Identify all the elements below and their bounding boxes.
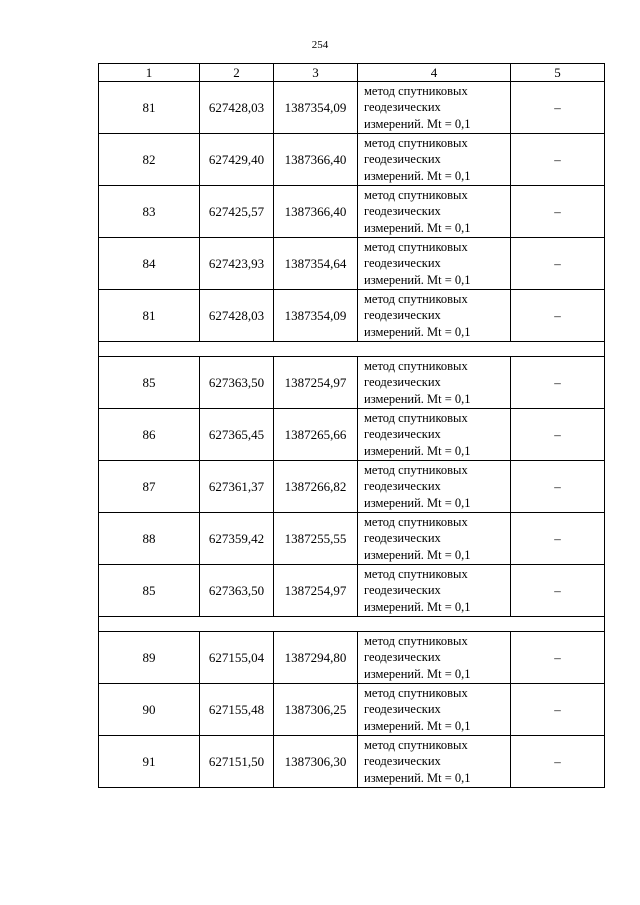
y-coordinate-cell: 1387255,55 (274, 513, 358, 565)
x-coordinate-cell: 627428,03 (200, 290, 274, 342)
table-row (99, 684, 605, 736)
method-cell (358, 632, 511, 684)
method-line: метод спутниковых (364, 410, 468, 425)
y-coordinate-cell: 1387265,66 (274, 409, 358, 461)
point-number-cell: 83 (99, 186, 200, 238)
method-line: метод спутниковых (364, 239, 468, 254)
point-number-cell: 84 (99, 238, 200, 290)
method-line: геодезических (364, 754, 441, 769)
column-header: 5 (511, 64, 605, 82)
y-coordinate-cell: 1387254,97 (274, 565, 358, 617)
method-line: измерений. Mt = 0,1 (364, 495, 471, 510)
y-coordinate-cell: 1387366,40 (274, 186, 358, 238)
x-coordinate-cell: 627423,93 (200, 238, 274, 290)
header-row (99, 64, 605, 82)
method-line: метод спутниковых (364, 685, 468, 700)
x-coordinate-cell: 627155,04 (200, 632, 274, 684)
method-line: геодезических (364, 100, 441, 115)
method-cell (358, 82, 511, 134)
table-row (99, 186, 605, 238)
point-number-cell: 82 (99, 134, 200, 186)
x-coordinate-cell: 627361,37 (200, 461, 274, 513)
table-row (99, 632, 605, 684)
y-coordinate-cell: 1387294,80 (274, 632, 358, 684)
x-coordinate-cell: 627363,50 (200, 565, 274, 617)
page-number: 254 (311, 39, 329, 51)
column-header: 2 (200, 64, 274, 82)
x-coordinate-cell: 627428,03 (200, 82, 274, 134)
method-line: геодезических (364, 583, 441, 598)
method-cell (358, 186, 511, 238)
x-coordinate-cell: 627429,40 (200, 134, 274, 186)
group-separator-row (99, 342, 605, 357)
method-line: измерений. Mt = 0,1 (364, 443, 471, 458)
note-cell: – (511, 461, 605, 513)
note-cell: – (511, 736, 605, 788)
y-coordinate-cell: 1387306,25 (274, 684, 358, 736)
note-cell: – (511, 134, 605, 186)
y-coordinate-cell: 1387254,97 (274, 357, 358, 409)
table-row (99, 513, 605, 565)
point-number-cell: 91 (99, 736, 200, 788)
x-coordinate-cell: 627155,48 (200, 684, 274, 736)
point-number-cell: 81 (99, 290, 200, 342)
x-coordinate-cell: 627365,45 (200, 409, 274, 461)
method-line: измерений. Mt = 0,1 (364, 220, 471, 235)
y-coordinate-cell: 1387354,09 (274, 82, 358, 134)
method-line: измерений. Mt = 0,1 (364, 324, 471, 339)
method-line: измерений. Mt = 0,1 (364, 666, 471, 681)
x-coordinate-cell: 627425,57 (200, 186, 274, 238)
method-line: геодезических (364, 152, 441, 167)
note-cell: – (511, 632, 605, 684)
method-cell (358, 357, 511, 409)
point-number-cell: 81 (99, 82, 200, 134)
method-cell (358, 461, 511, 513)
table-row (99, 409, 605, 461)
method-line: измерений. Mt = 0,1 (364, 116, 471, 131)
x-coordinate-cell: 627363,50 (200, 357, 274, 409)
y-coordinate-cell: 1387354,09 (274, 290, 358, 342)
separator-cell (99, 342, 605, 357)
method-line: метод спутниковых (364, 291, 468, 306)
method-cell (358, 684, 511, 736)
y-coordinate-cell: 1387366,40 (274, 134, 358, 186)
note-cell: – (511, 565, 605, 617)
point-number-cell: 86 (99, 409, 200, 461)
method-line: метод спутниковых (364, 633, 468, 648)
method-line: измерений. Mt = 0,1 (364, 272, 471, 287)
point-number-cell: 90 (99, 684, 200, 736)
table-row (99, 290, 605, 342)
method-line: метод спутниковых (364, 514, 468, 529)
method-line: метод спутниковых (364, 135, 468, 150)
table-row (99, 134, 605, 186)
method-line: геодезических (364, 479, 441, 494)
coordinates-table (98, 63, 605, 788)
point-number-cell: 88 (99, 513, 200, 565)
method-line: геодезических (364, 375, 441, 390)
method-line: измерений. Mt = 0,1 (364, 770, 471, 785)
method-line: метод спутниковых (364, 358, 468, 373)
method-cell (358, 134, 511, 186)
column-header: 3 (274, 64, 358, 82)
method-cell (358, 290, 511, 342)
method-line: геодезических (364, 702, 441, 717)
method-line: измерений. Mt = 0,1 (364, 599, 471, 614)
note-cell: – (511, 186, 605, 238)
method-cell (358, 565, 511, 617)
method-cell (358, 409, 511, 461)
table-row (99, 565, 605, 617)
x-coordinate-cell: 627359,42 (200, 513, 274, 565)
group-separator-row (99, 617, 605, 632)
y-coordinate-cell: 1387266,82 (274, 461, 358, 513)
method-cell (358, 513, 511, 565)
method-line: измерений. Mt = 0,1 (364, 718, 471, 733)
column-header: 4 (358, 64, 511, 82)
method-line: геодезических (364, 427, 441, 442)
method-line: метод спутниковых (364, 737, 468, 752)
method-line: метод спутниковых (364, 462, 468, 477)
method-cell (358, 238, 511, 290)
method-cell (358, 736, 511, 788)
table-body (99, 64, 605, 788)
method-line: метод спутниковых (364, 83, 468, 98)
method-line: геодезических (364, 308, 441, 323)
note-cell: – (511, 82, 605, 134)
point-number-cell: 89 (99, 632, 200, 684)
table-row (99, 82, 605, 134)
point-number-cell: 87 (99, 461, 200, 513)
note-cell: – (511, 238, 605, 290)
table-row (99, 461, 605, 513)
x-coordinate-cell: 627151,50 (200, 736, 274, 788)
table-row (99, 736, 605, 788)
method-line: геодезических (364, 204, 441, 219)
method-line: метод спутниковых (364, 566, 468, 581)
method-line: измерений. Mt = 0,1 (364, 547, 471, 562)
note-cell: – (511, 409, 605, 461)
method-line: измерений. Mt = 0,1 (364, 168, 471, 183)
method-line: геодезических (364, 256, 441, 271)
separator-cell (99, 617, 605, 632)
method-line: метод спутниковых (364, 187, 468, 202)
point-number-cell: 85 (99, 565, 200, 617)
table-row (99, 357, 605, 409)
y-coordinate-cell: 1387306,30 (274, 736, 358, 788)
method-line: геодезических (364, 531, 441, 546)
method-line: измерений. Mt = 0,1 (364, 391, 471, 406)
note-cell: – (511, 357, 605, 409)
note-cell: – (511, 684, 605, 736)
table-row (99, 238, 605, 290)
point-number-cell: 85 (99, 357, 200, 409)
note-cell: – (511, 513, 605, 565)
column-header: 1 (99, 64, 200, 82)
method-line: геодезических (364, 650, 441, 665)
y-coordinate-cell: 1387354,64 (274, 238, 358, 290)
note-cell: – (511, 290, 605, 342)
